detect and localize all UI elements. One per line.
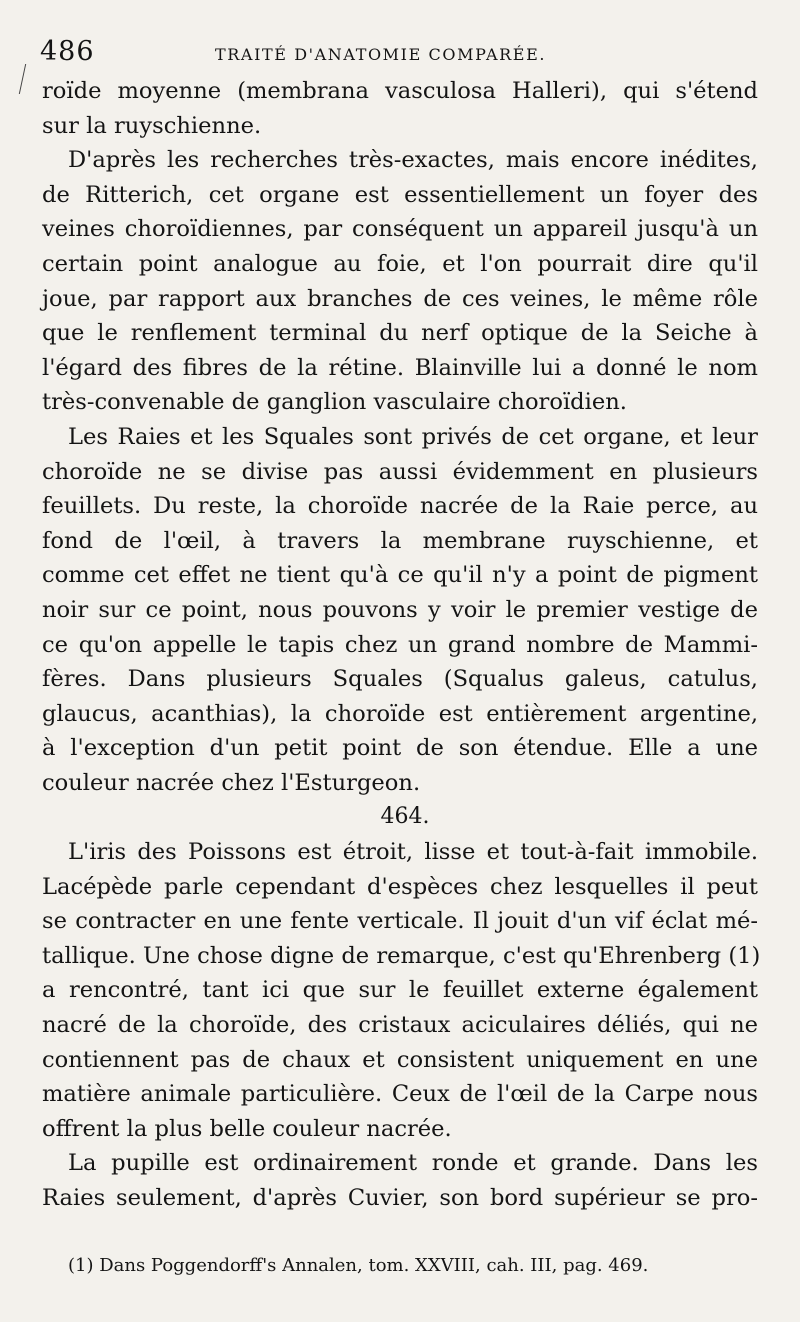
text-line: glaucus, acanthias), la choroïde est entièrement argentine, [42,700,758,727]
text-line: fères. Dans plusieurs Squales (Squalus galeus, catulus, [42,666,758,693]
text-line: très-convenable de ganglion vasculaire choroïdien. [42,389,627,416]
text-line: matière animale particulière. Ceux de l'œil de la Carpe nous [42,1081,758,1108]
text-line: que le renflement terminal du nerf optique de la Seiche à [42,320,758,347]
text-line: offrent la plus belle couleur nacrée. [42,1115,452,1142]
paragraph-first-line: Les Raies et les Squales sont privés de cet organe, et leur [68,423,758,450]
text-line: fond de l'œil, à travers la membrane ruyschienne, et [42,527,758,554]
paragraph-first-line: L'iris des Poissons est étroit, lisse et tout-à-fait immobile. [68,839,758,866]
paragraph-first-line: La pupille est ordinairement ronde et grande. Dans les [68,1150,758,1177]
text-line: nacré de la choroïde, des cristaux aciculaires déliés, qui ne [42,1012,758,1039]
text-line: à l'exception d'un petit point de son étendue. Elle a une [42,735,758,762]
text-line: de Ritterich, cet organe est essentiellement un foyer des [42,181,758,208]
text-line: certain point analogue au foie, et l'on pourrait dire qu'il [42,250,758,277]
text-line: joue, par rapport aux branches de ces veines, le même rôle [42,285,758,312]
text-line: contiennent pas de chaux et consistent uniquement en une [42,1046,758,1073]
page-number: 486 [40,36,95,67]
margin-mark [0,64,26,94]
paragraph-first-line: D'après les recherches très-exactes, mais encore inédites, [68,147,758,174]
section-number: 464. [380,804,430,830]
running-head: TRAITÉ D'ANATOMIE COMPARÉE. [215,45,547,64]
text-line: Raies seulement, d'après Cuvier, son bord supérieur se pro- [42,1185,758,1211]
body-text [42,74,761,1216]
footnote: (1) Dans Poggendorff's Annalen, tom. XXVIII, cah. III, pag. 469. [68,1255,649,1276]
text-line: se contracter en une fente verticale. Il jouit d'un vif éclat mé- [42,908,758,935]
text-line: a rencontré, tant ici que sur le feuillet externe également [42,977,758,1004]
text-line: ce qu'on appelle le tapis chez un grand nombre de Mammi- [42,631,758,658]
text-line: roïde moyenne (membrana vasculosa Halleri), qui s'étend [42,78,758,104]
text-line: noir sur ce point, nous pouvons y voir le premier vestige de [42,596,758,623]
text-line: feuillets. Du reste, la choroïde nacrée de la Raie perce, au [42,493,758,520]
page-header [40,36,760,70]
text-line: tallique. Une chose digne de remarque, c'est qu'Ehrenberg (1) [42,942,761,969]
text-line: veines choroïdiennes, par conséquent un appareil jusqu'à un [42,216,758,243]
text-line: comme cet effet ne tient qu'à ce qu'il n'y a point de pigment [42,562,758,589]
text-line: l'égard des fibres de la rétine. Blainville lui a donné le nom [42,354,758,381]
text-line: choroïde ne se divise pas aussi évidemment en plusieurs [42,458,758,485]
text-line: sur la ruyschienne. [42,112,262,139]
text-line: Lacépède parle cependant d'espèces chez lesquelles il peut [42,873,758,900]
text-line: couleur nacrée chez l'Esturgeon. [42,769,421,796]
